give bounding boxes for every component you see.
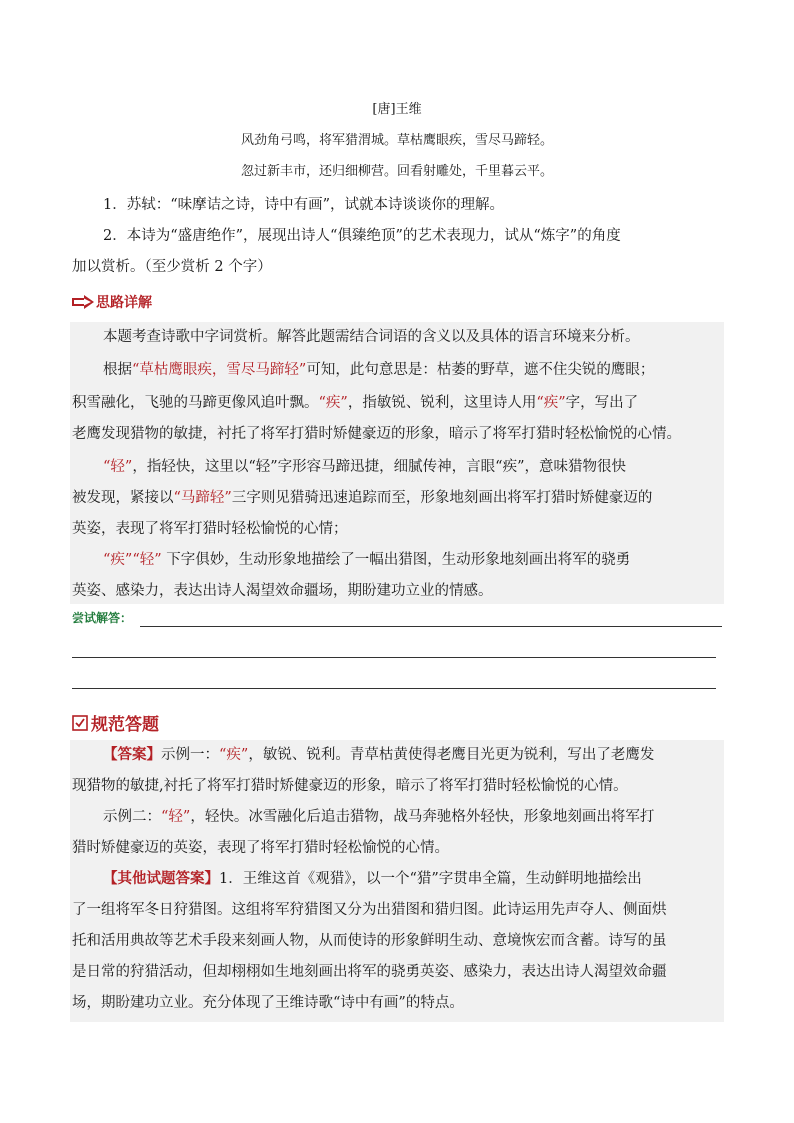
try-answer-label: 尝试解答： xyxy=(72,611,133,625)
other-answer-line-5: 场，期盼建功立业。充分体现了王维诗歌“诗中有画”的特点。 xyxy=(72,995,464,1011)
answer-line-a4: 猎时矫健豪迈的英姿，表现了将军打猎时轻松愉悦的心情。 xyxy=(72,840,449,856)
arrow-right-icon xyxy=(72,295,94,309)
question-2-line-2: 加以赏析。（至少赏析 2 个字） xyxy=(72,259,272,275)
analysis-p4: 老鹰发现猎物的敏捷，衬托了将军打猎时矫健豪迈的形象，暗示了将军打猎时轻松愉悦的心情。 xyxy=(72,426,681,442)
keyword-ji-qing: “疾”“轻” xyxy=(103,552,162,568)
analysis-p7: 英姿，表现了将军打猎时轻松愉悦的心情； xyxy=(72,521,348,537)
analysis-heading-text: 思路详解 xyxy=(96,295,152,311)
poem-line-1: 风劲角弓鸣，将军猎渭城。草枯鹰眼疾，雪尽马蹄轻。 xyxy=(240,133,553,148)
other-answer-tag: 【其他试题答案】 xyxy=(103,870,219,887)
other-answer-line-3: 托和活用典故等艺术手段来刻画人物，从而使诗的形象鲜明生动、意境恢宏而含蓄。诗写的虽 xyxy=(72,933,667,949)
poem-line-2: 忽过新丰市，还归细柳营。回看射雕处，千里暮云平。 xyxy=(240,164,553,179)
analysis-p1: 本题考查诗歌中字词赏析。解答此题需结合词语的含义以及具体的语言环境来分析。 xyxy=(103,329,640,345)
keyword-ji: “疾” xyxy=(318,395,348,411)
answer-line-2[interactable] xyxy=(72,657,716,658)
question-2-line-1: 2．本诗为“盛唐绝作”，展现出诗人“俱臻绝顶”的艺术表现力，试从“炼字”的角度 xyxy=(103,228,621,244)
analysis-p6: 被发现，紧接以“马蹄轻”三字则见猎骑迅速追踪而至，形象地刻画出将军打猎时矫健豪迈的 xyxy=(72,490,653,506)
answer-line-a1: 【答案】示例一：“疾”，敏锐、锐利。青草枯黄使得老鹰目光更为锐利，写出了老鹰发 xyxy=(103,746,655,763)
analysis-p2: 根据“草枯鹰眼疾，雪尽马蹄轻”可知，此句意思是：枯萎的野草，遮不住尖锐的鹰眼； xyxy=(103,362,655,378)
quote-highlight: “草枯鹰眼疾，雪尽马蹄轻” xyxy=(132,362,307,378)
keyword-qing: “轻” xyxy=(103,459,133,475)
analysis-heading xyxy=(72,292,152,312)
keyword-ji: “疾” xyxy=(219,747,249,763)
answer-line-3[interactable] xyxy=(72,688,716,689)
analysis-p9: 英姿、感染力，表达出诗人渴望效命疆场，期盼建功立业的情感。 xyxy=(72,583,493,599)
standard-heading-text: 规范答题 xyxy=(91,715,159,735)
answer-tag: 【答案】 xyxy=(103,746,161,763)
question-1: 1．苏轼：“味摩诘之诗，诗中有画”，试就本诗谈谈你的理解。 xyxy=(103,197,505,213)
answer-line-1[interactable] xyxy=(140,626,722,627)
other-answer-line-2: 了一组将军冬日狩猎图。这组将军狩猎图又分为出猎图和猎归图。此诗运用先声夺人、侧面烘 xyxy=(72,902,667,918)
poem-author: [唐]王维 xyxy=(372,102,422,117)
checkbox-checked-icon xyxy=(72,715,88,731)
answer-line-a2: 现猎物的敏捷,衬托了将军打猎时矫健豪迈的形象，暗示了将军打猎时轻松愉悦的心情。 xyxy=(72,778,628,794)
answer-line-a3: 示例二：“轻”，轻快。冰雪融化后追击猎物，战马奔驰格外轻快，形象地刻画出将军打 xyxy=(103,809,655,825)
analysis-p5: “轻”，指轻快，这里以“轻”字形容马蹄迅捷，细腻传神，言眼“疾”，意味猎物很快 xyxy=(103,459,626,475)
other-answer-line-1: 【其他试题答案】1．王维这首《观猎》，以一个“猎”字贯串全篇，生动鲜明地描绘出 xyxy=(103,870,642,887)
standard-heading xyxy=(72,710,159,735)
other-answer-line-4: 是日常的狩猎活动，但却栩栩如生地刻画出将军的骁勇英姿、感染力，表达出诗人渴望效命疆 xyxy=(72,964,667,980)
keyword-ji: “疾” xyxy=(536,395,566,411)
analysis-p3: 积雪融化，飞驰的马蹄更像风追叶飘。“疾”，指敏锐、锐利，这里诗人用“疾”字，写出了 xyxy=(72,395,639,411)
keyword-qing: “轻” xyxy=(161,809,191,825)
analysis-p8: “疾”“轻” 下字俱妙，生动形象地描绘了一幅出猎图，生动形象地刻画出将军的骁勇 xyxy=(103,552,631,568)
keyword-matiqing: “马蹄轻” xyxy=(173,490,232,506)
